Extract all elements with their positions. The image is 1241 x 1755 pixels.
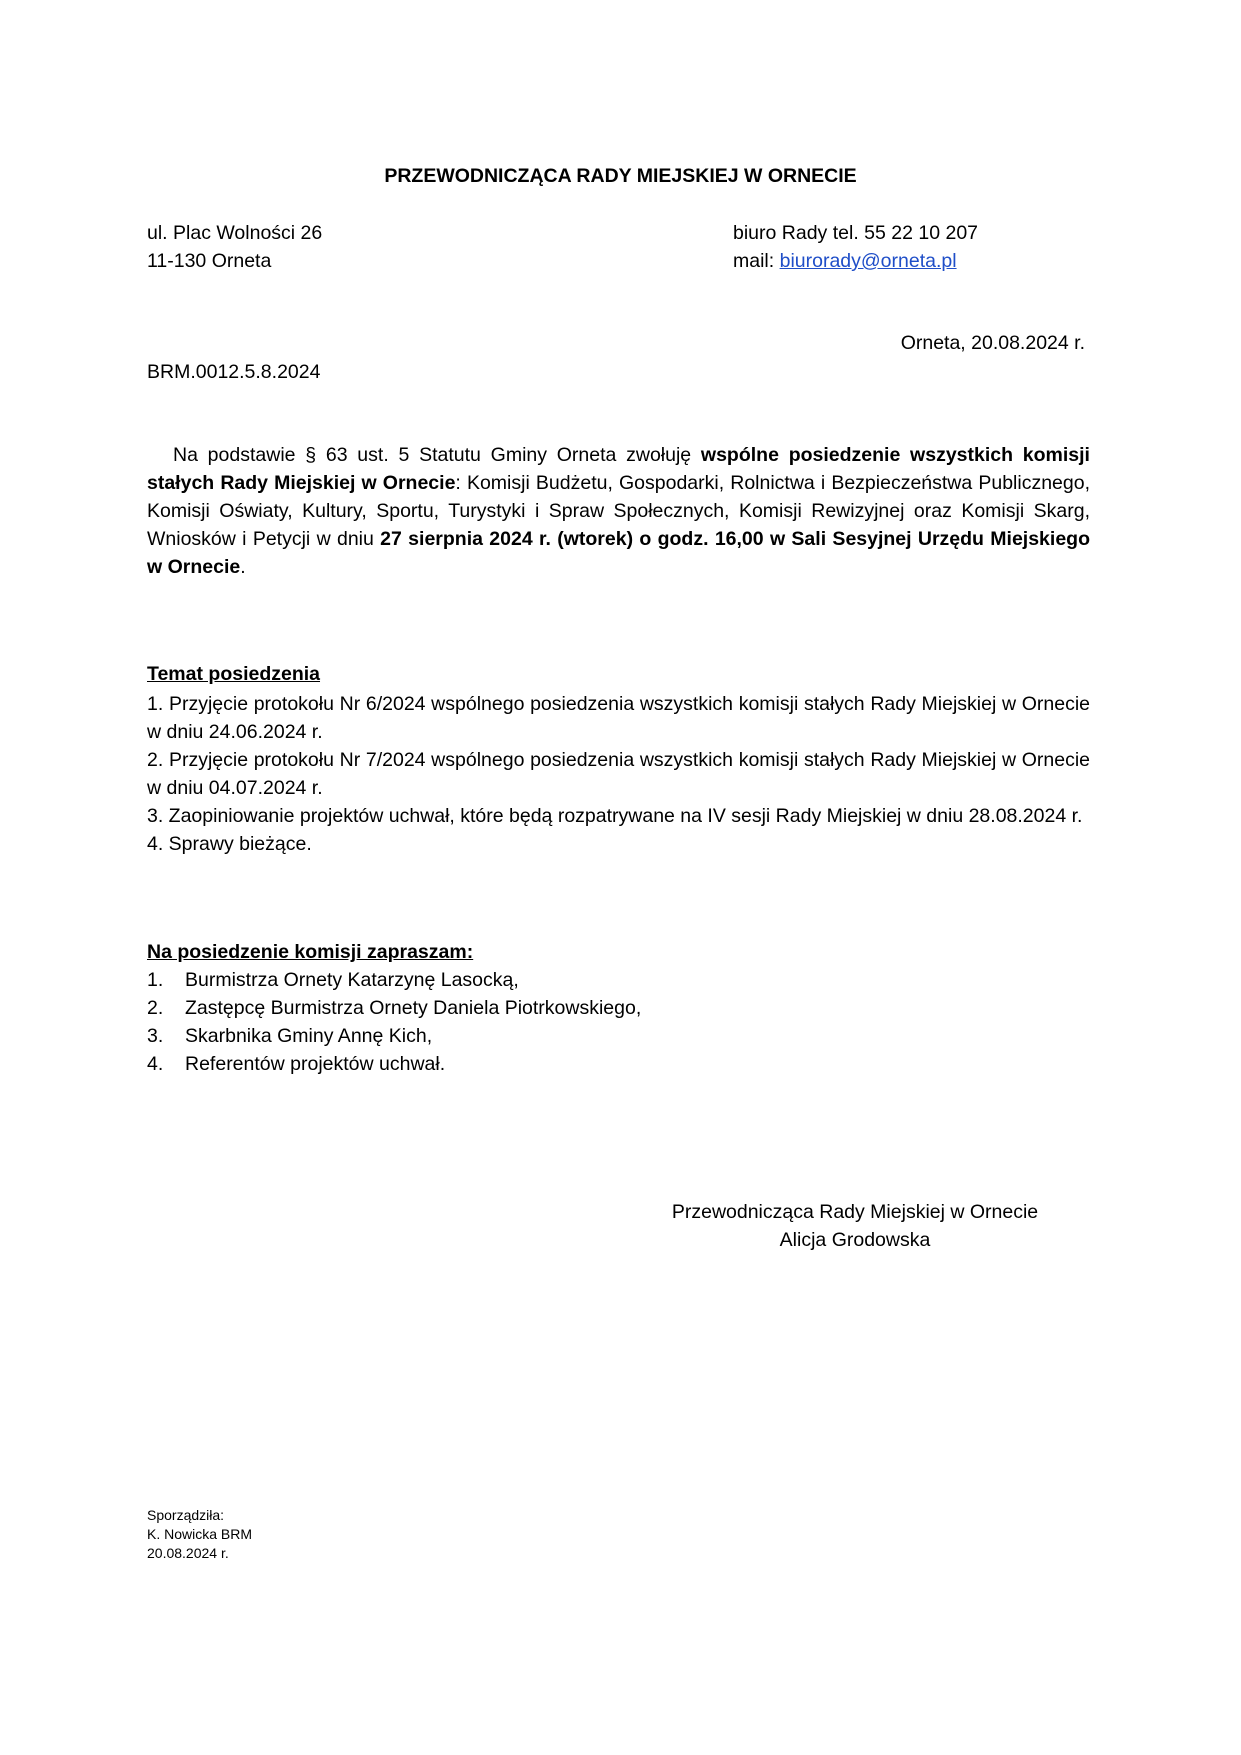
invitees-heading: Na posiedzenie komisji zapraszam: xyxy=(147,941,474,963)
agenda-item: 1. Przyjęcie protokołu Nr 6/2024 wspólnego posiedzenia wszystkich komisji stałych Rady Miejskiej w Ornecie w dniu 24.06.2024 r. xyxy=(147,693,1090,743)
list-number: 3. xyxy=(147,1025,164,1047)
footer-author: K. Nowicka BRM xyxy=(147,1526,253,1542)
signature-role: Przewodnicząca Rady Miejskiej w Ornecie xyxy=(671,1201,1039,1223)
list-number: 4. xyxy=(147,1053,164,1075)
convocation-paragraph xyxy=(147,441,1090,581)
agenda-heading: Temat posiedzenia xyxy=(147,663,321,685)
list-item xyxy=(147,1050,641,1078)
address-line-2: 11-130 Orneta xyxy=(147,250,272,272)
agenda-item: 2. Przyjęcie protokołu Nr 7/2024 wspólnego posiedzenia wszystkich komisji stałych Rady Miejskiej w Ornecie w dniu 04.07.2024 r. xyxy=(147,749,1090,799)
body-text-3: . xyxy=(240,556,246,578)
reference-number: BRM.0012.5.8.2024 xyxy=(147,361,321,383)
body-text-2: : Komisji Budżetu, Gospodarki, Rolnictwa i Bezpieczeństwa Publicznego, Komisji Oświaty, Kultury, Sportu, Turystyki i Spraw Społecznych, Komisji Rewizyjnej oraz Komisji Skarg, Wniosków i Petycji w dniu xyxy=(147,472,1090,550)
signature-block xyxy=(660,1198,1050,1254)
footer-date: 20.08.2024 r. xyxy=(147,1545,229,1561)
list-text: Referentów projektów uchwał. xyxy=(185,1053,446,1075)
place-date: Orneta, 20.08.2024 r. xyxy=(900,332,1085,354)
mail-link[interactable]: biurorady@orneta.pl xyxy=(779,250,957,272)
mail-label: mail: xyxy=(733,250,780,272)
body-bold-1: wspólne posiedzenie wszystkich komisji stałych Rady Miejskiej w Ornecie xyxy=(147,444,1090,494)
address-line-1: ul. Plac Wolności 26 xyxy=(147,222,323,244)
invitees-list xyxy=(147,966,641,1078)
list-item xyxy=(147,1022,641,1050)
agenda-item: 4. Sprawy bieżące. xyxy=(147,833,312,855)
list-item xyxy=(147,994,641,1022)
list-text: Burmistrza Ornety Katarzynę Lasocką, xyxy=(185,969,519,991)
list-number: 1. xyxy=(147,969,164,991)
document-title: PRZEWODNICZĄCA RADY MIEJSKIEJ W ORNECIE xyxy=(384,165,857,187)
agenda-item: 3. Zaopiniowanie projektów uchwał, które będą rozpatrywane na IV sesji Rady Miejskiej w dniu 28.08.2024 r. xyxy=(147,805,1083,827)
body-bold-2: 27 sierpnia 2024 r. (wtorek) o godz. 16,00 w Sali Sesyjnej Urzędu Miejskiego w Ornecie xyxy=(147,528,1090,578)
list-text: Skarbnika Gminy Annę Kich, xyxy=(185,1025,433,1047)
list-item xyxy=(147,966,641,994)
list-number: 2. xyxy=(147,997,164,1019)
agenda-list xyxy=(147,690,1090,858)
mail-line xyxy=(733,247,957,275)
phone-line: biuro Rady tel. 55 22 10 207 xyxy=(733,222,979,244)
body-text-1: Na podstawie § 63 ust. 5 Statutu Gminy Orneta zwołuję xyxy=(173,444,701,466)
list-text: Zastępcę Burmistrza Ornety Daniela Piotrkowskiego, xyxy=(185,997,642,1019)
footer-label: Sporządziła: xyxy=(147,1507,225,1523)
prepared-by-footer xyxy=(147,1506,252,1563)
signature-name: Alicja Grodowska xyxy=(779,1229,931,1251)
